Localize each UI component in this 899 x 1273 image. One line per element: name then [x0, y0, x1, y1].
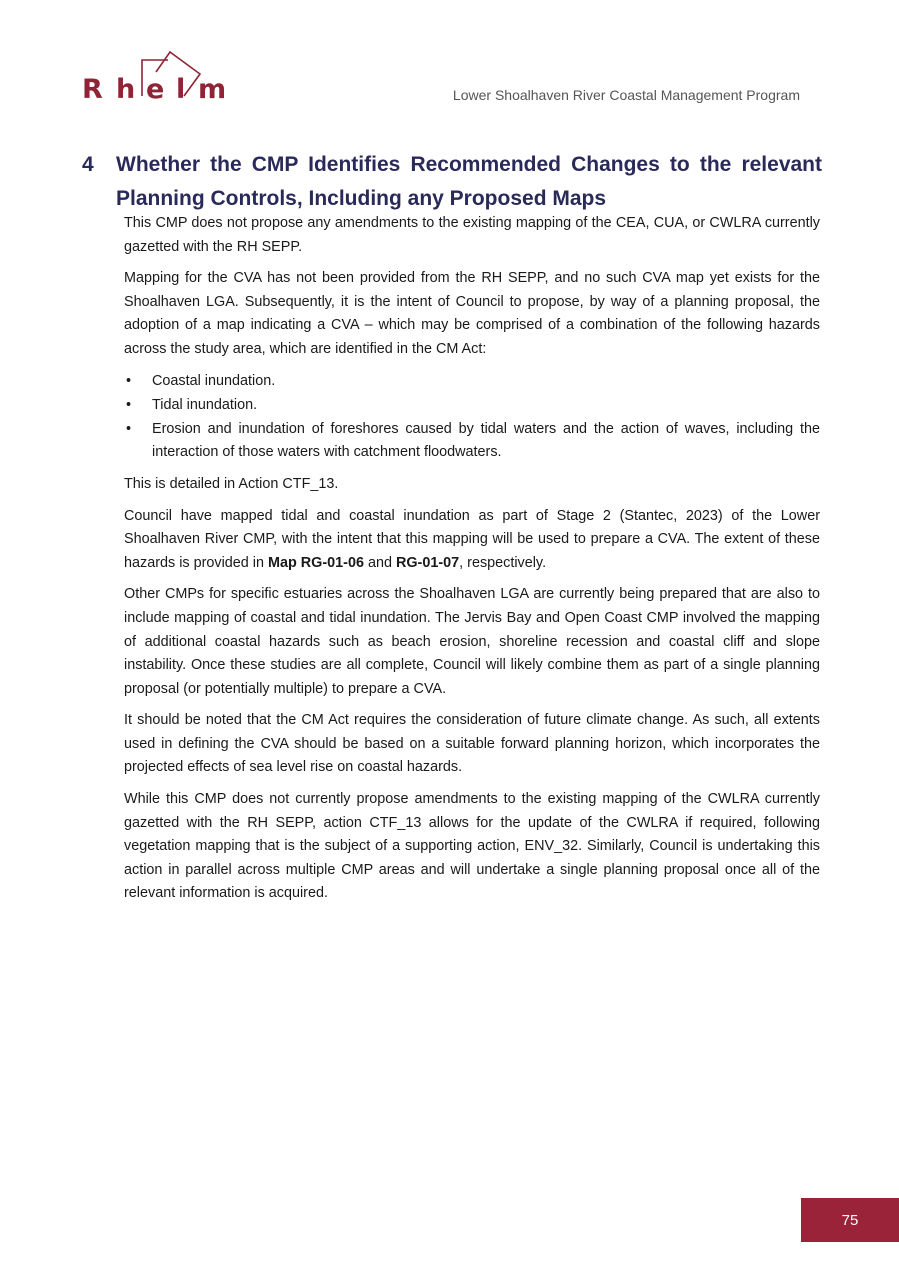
bullet-icon: • — [126, 396, 132, 413]
section-heading — [82, 148, 822, 216]
list-item: • Erosion and inundation of foreshores caused by tidal waters and the action of waves, including the interaction of those waters with catchment floodwaters. — [124, 418, 820, 465]
list-item: • Tidal inundation. — [124, 394, 820, 418]
section-title-text: Whether the CMP Identifies Recommended Changes to the relevant Planning Controls, Including any Proposed Maps — [116, 153, 822, 210]
paragraph-4: Council have mapped tidal and coastal inundation as part of Stage 2 (Stantec, 2023) of the Lower Shoalhaven River CMP, with the intent that this mapping will be used to prepare a CVA. The extent of these hazards is provided in Map RG-01-06 and RG-01-07, respectively. — [124, 507, 820, 571]
running-header-title: Lower Shoalhaven River Coastal Management Program — [452, 87, 800, 103]
paragraph-2: Mapping for the CVA has not been provided from the RH SEPP, and no such CVA map yet exists for the Shoalhaven LGA. Subsequently, it is the intent of Council to propose, by way of a planning proposal, the adoption of a map indicating a CVA – which may be comprised of a combination of the following hazards across the study area, which are identified in the CM Act: — [124, 270, 820, 357]
map-reference: RG-01-07 — [395, 554, 460, 571]
body-text — [124, 212, 820, 914]
map-reference: Map RG-01-06 — [267, 554, 364, 571]
rhelm-logo: R h e l m — [80, 50, 230, 108]
paragraph-1: This CMP does not propose any amendments to the existing mapping of the CEA, CUA, or CWLRA currently gazetted with the RH SEPP. — [124, 215, 820, 255]
list-item: • Coastal inundation. — [124, 370, 820, 394]
paragraph-6: It should be noted that the CM Act requires the consideration of future climate change. As such, all extents used in defining the CVA should be based on a suitable forward planning horizon, which incorporates the projected effects of sea level rise on coastal hazards. — [124, 712, 820, 776]
section-number: 4 — [82, 153, 94, 176]
hazard-list — [124, 370, 820, 465]
bullet-icon: • — [126, 420, 132, 437]
paragraph-3: This is detailed in Action CTF_13. — [124, 475, 339, 492]
paragraph-7: While this CMP does not currently propose amendments to the existing mapping of the CWLRA currently gazetted with the RH SEPP, action CTF_13 allows for the update of the CWLRA if required, following vegetation mapping that is the subject of a supporting action, ENV_32. Similarly, Council is undertaking this action in parallel across multiple CMP areas and will undertake a single planning proposal once all of the relevant information is acquired. — [124, 791, 820, 902]
bullet-icon: • — [126, 372, 132, 389]
page-number-badge: 75 — [801, 1198, 899, 1242]
paragraph-5: Other CMPs for specific estuaries across the Shoalhaven LGA are currently being prepared that are also to include mapping of coastal and tidal inundation. The Jervis Bay and Open Coast CMP involved the mapping of additional coastal hazards such as beach erosion, shoreline recession and coastal cliff and slope instability. Once these studies are all complete, Council will likely combine them as part of a single planning proposal (or potentially multiple) to prepare a CVA. — [124, 586, 820, 697]
